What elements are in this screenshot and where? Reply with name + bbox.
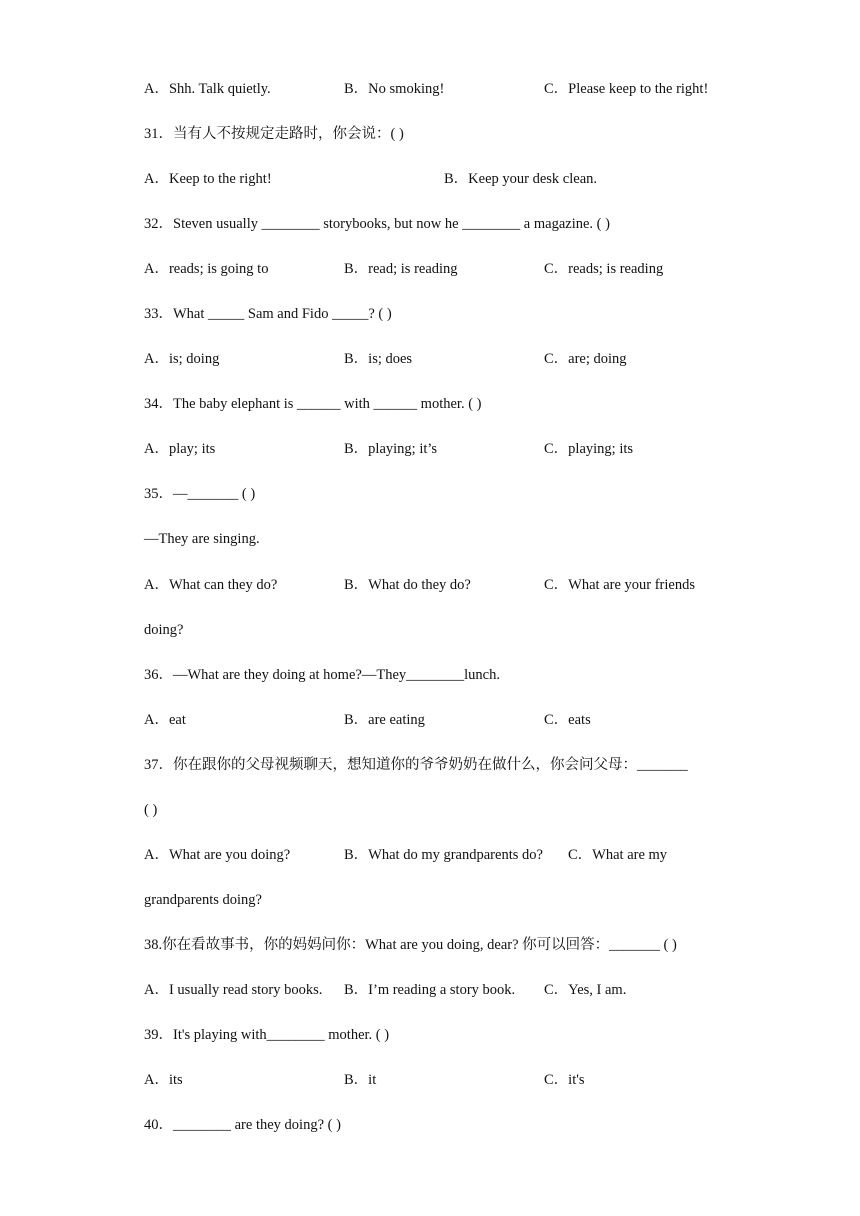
q39-option-c: C．it's	[544, 1072, 585, 1088]
q37-option-a: A．What are you doing?	[144, 847, 291, 863]
q32-stem: 32．Steven usually ________ storybooks, but now he ________ a magazine. ( )	[144, 216, 610, 232]
q35-option-c-wrap: doing?	[144, 622, 184, 638]
q35-option-b: B．What do they do?	[344, 577, 471, 593]
q39-option-a: A．its	[144, 1072, 183, 1088]
q36-stem: 36．—What are they doing at home?—They________lunch.	[144, 667, 500, 683]
q34-option-a: A．play; its	[144, 441, 216, 457]
q31-option-a: A．Keep to the right!	[144, 171, 272, 187]
q30-option-a: A．Shh. Talk quietly.	[144, 81, 271, 97]
q31-option-b: B．Keep your desk clean.	[444, 171, 598, 187]
q33-option-c: C．are; doing	[544, 351, 627, 367]
q38-option-b: B．I’m reading a story book.	[344, 982, 516, 998]
q40-stem: 40．________ are they doing? ( )	[144, 1117, 341, 1133]
q30-option-c: C．Please keep to the right!	[544, 81, 709, 97]
q34-option-c: C．playing; its	[544, 441, 634, 457]
q33-stem: 33．What _____ Sam and Fido _____? ( )	[144, 306, 392, 322]
q32-option-b: B．read; is reading	[344, 261, 458, 277]
q36-option-c: C．eats	[544, 712, 591, 728]
q37-option-c-wrap: grandparents doing?	[144, 892, 262, 908]
q37-option-c: C．What are my	[568, 847, 668, 863]
q39-stem: 39．It's playing with________ mother. ( )	[144, 1027, 390, 1043]
q30-option-b: B．No smoking!	[344, 81, 445, 97]
q37-stem: 37．你在跟你的父母视频聊天，想知道你的爷爷奶奶在做什么，你会问父母：_______	[144, 757, 688, 773]
q33-option-b: B．is; does	[344, 351, 413, 367]
q32-option-c: C．reads; is reading	[544, 261, 664, 277]
q36-option-a: A．eat	[144, 712, 186, 728]
q36-option-b: B．are eating	[344, 712, 425, 728]
q37-option-b: B．What do my grandparents do?	[344, 847, 543, 863]
q38-stem: 38.你在看故事书，你的妈妈问你：What are you doing, dear? 你可以回答：_______ ( )	[144, 937, 677, 953]
q38-option-a: A．I usually read story books.	[144, 982, 323, 998]
q34-option-b: B．playing; it’s	[344, 441, 438, 457]
q35-stem: 35．—_______ ( )	[144, 486, 256, 502]
q35-option-a: A．What can they do?	[144, 577, 278, 593]
q35-option-c: C．What are your friends	[544, 577, 695, 593]
q35-reply: —They are singing.	[144, 531, 260, 547]
q38-option-c: C．Yes, I am.	[544, 982, 627, 998]
q37-stem-wrap: ( )	[144, 802, 158, 818]
q31-stem: 31．当有人不按规定走路时，你会说：( )	[144, 126, 404, 142]
q33-option-a: A．is; doing	[144, 351, 220, 367]
q34-stem: 34．The baby elephant is ______ with ______ mother. ( )	[144, 396, 482, 412]
q32-option-a: A．reads; is going to	[144, 261, 269, 277]
q39-option-b: B．it	[344, 1072, 377, 1088]
